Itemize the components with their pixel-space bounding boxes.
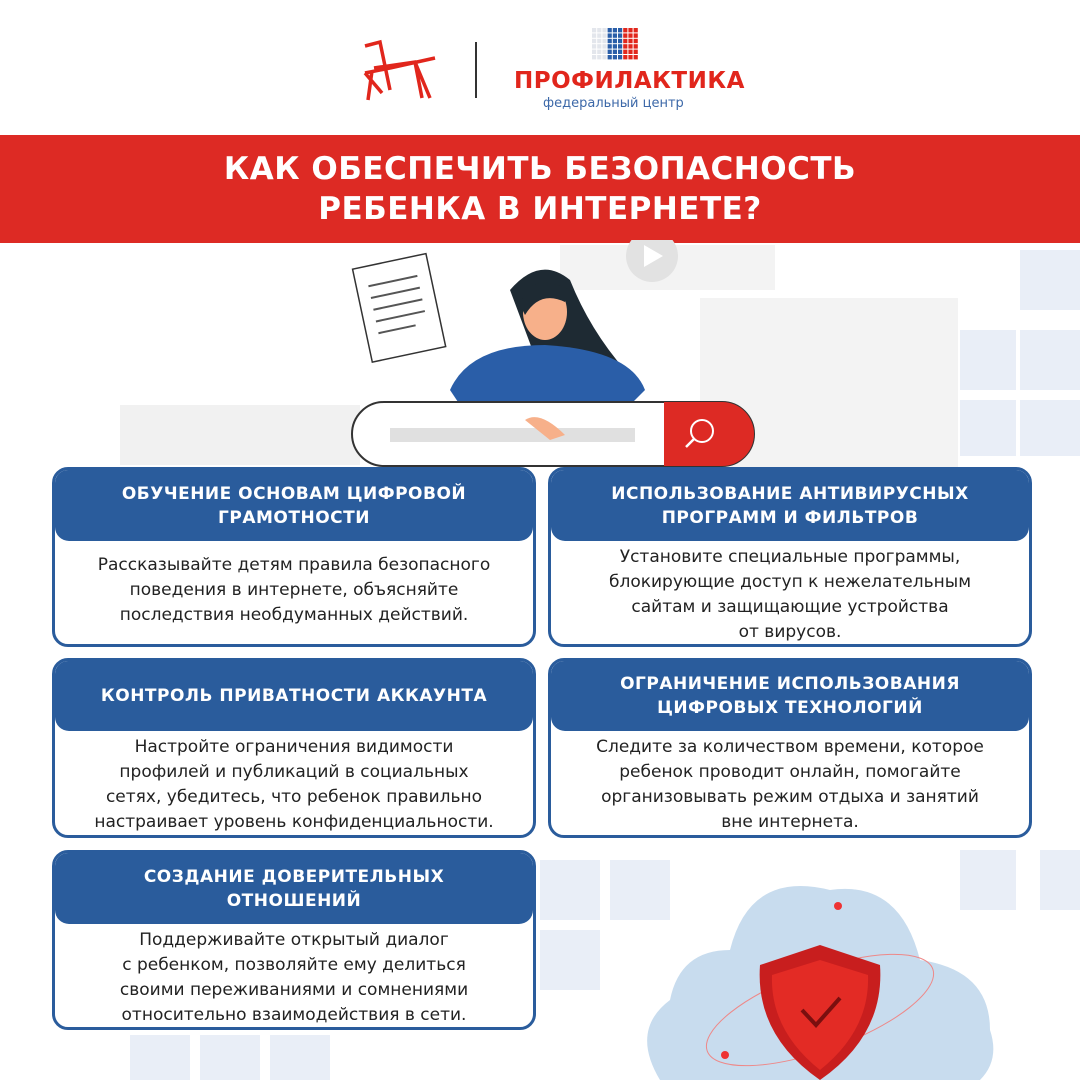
card-body-line: Следите за количеством времени, которое: [596, 737, 984, 757]
card-body-line: Установите специальные программы,: [619, 547, 961, 567]
card-title-line: ЦИФРОВЫХ ТЕХНОЛОГИЙ: [657, 698, 923, 718]
card-title: [551, 661, 1029, 731]
card-antivirus: [548, 467, 1032, 647]
card-body-line: своими переживаниями и сомнениями: [119, 980, 469, 1000]
card-body-line: относительно взаимодействия в сети.: [121, 1005, 467, 1025]
card-limit-tech: [548, 658, 1032, 838]
card-title-line: КОНТРОЛЬ ПРИВАТНОСТИ АККАУНТА: [100, 686, 488, 706]
card-title-line: СОЗДАНИЕ ДОВЕРИТЕЛЬНЫХ: [143, 866, 445, 887]
brand-name: ПРОФИЛАКТИКА: [514, 68, 745, 94]
card-body: [551, 541, 1029, 645]
card-body-line: последствия необдуманных действий.: [119, 605, 469, 625]
card-title-line: ПРОГРАММ И ФИЛЬТРОВ: [661, 507, 919, 528]
card-trust: [52, 850, 536, 1030]
card-body-line: настраивает уровень конфиденциальности.: [94, 812, 494, 832]
card-title: [55, 470, 533, 541]
brand-subtitle: федеральный центр: [543, 96, 684, 111]
card-privacy: [52, 658, 536, 838]
flag-grid-logo-icon: [592, 28, 640, 62]
woman-search-illustration: [340, 240, 770, 470]
document-icon: [353, 254, 446, 363]
card-body-line: профилей и публикаций в социальных: [119, 762, 469, 782]
card-title-line: ИСПОЛЬЗОВАНИЕ АНТИВИРУСНЫХ: [611, 483, 969, 504]
card-body-line: блокирующие доступ к нежелательным: [608, 572, 972, 592]
card-body-line: ребенок проводит онлайн, помогайте: [619, 762, 961, 782]
card-body-line: сайтам и защищающие устройства: [631, 597, 949, 617]
card-digital-literacy: [52, 467, 536, 647]
card-body-line: Поддерживайте открытый диалог: [139, 930, 449, 950]
card-body-line: сетях, убедитесь, что ребенок правильно: [105, 787, 483, 807]
title-line: КАК ОБЕСПЕЧИТЬ БЕЗОПАСНОСТЬ: [223, 151, 857, 187]
shield-check-icon: [630, 870, 1010, 1080]
card-body-line: вне интернета.: [721, 812, 859, 832]
card-body: [55, 924, 533, 1028]
card-body: [55, 731, 533, 835]
page-title: [0, 135, 1080, 243]
card-title: [55, 661, 533, 731]
card-title-line: ОТНОШЕНИЙ: [226, 890, 362, 911]
card-title: [55, 853, 533, 924]
logo-divider: [475, 42, 477, 98]
title-line: РЕБЕНКА В ИНТЕРНЕТЕ?: [318, 191, 762, 227]
card-body: [55, 541, 533, 628]
card-body: [551, 731, 1029, 835]
card-title-line: ГРАМОТНОСТИ: [218, 507, 370, 528]
card-title-line: ОГРАНИЧЕНИЕ ИСПОЛЬЗОВАНИЯ: [620, 674, 960, 694]
card-body-line: организовывать режим отдыха и занятий: [601, 787, 979, 807]
card-body-line: поведения в интернете, объясняйте: [129, 580, 459, 600]
card-body-line: от вирусов.: [738, 622, 842, 642]
horse-logo-icon: [360, 38, 445, 104]
card-body-line: Рассказывайте детям правила безопасного: [97, 555, 491, 575]
card-body-line: с ребенком, позволяйте ему делиться: [122, 955, 466, 975]
card-body-line: Настройте ограничения видимости: [134, 737, 454, 757]
card-title: [551, 470, 1029, 541]
card-title-line: ОБУЧЕНИЕ ОСНОВАМ ЦИФРОВОЙ: [121, 483, 467, 504]
